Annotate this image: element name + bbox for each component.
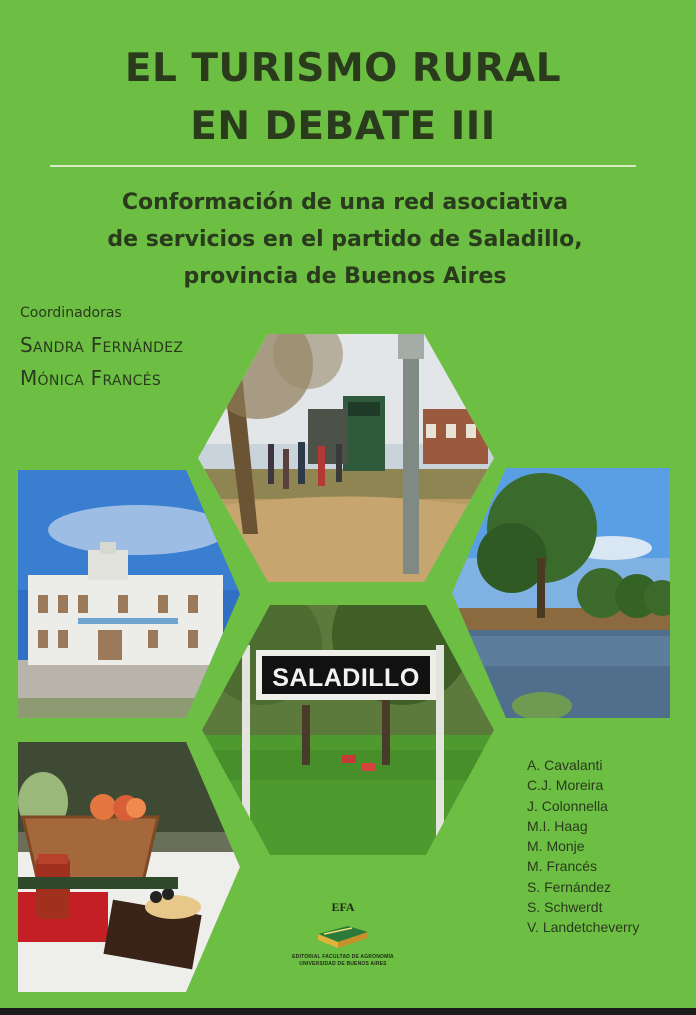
subtitle-line-3: provincia de Buenos Aires [183, 264, 507, 289]
title-line-1: EL TURISMO RURAL [124, 46, 562, 91]
subtitle-line-2: de servicios en el partido de Saladillo, [107, 227, 583, 252]
author-name: S. Schwerdt [527, 899, 603, 916]
author-name: M. Francés [527, 858, 598, 875]
train-station-photo [198, 334, 494, 582]
publisher-logo-icon [314, 920, 372, 950]
publisher-name-line-1: EDITORIAL FACULTAD DE AGRONOMÍA [292, 954, 394, 960]
book-title [0, 40, 686, 156]
author-name: J. Colonnella [527, 797, 608, 814]
subtitle-line-1: Conformación de una red asociativa [121, 190, 569, 215]
coordinator-name-2: Mónica Francés [20, 366, 162, 390]
author-name: A. Cavalanti [527, 757, 603, 773]
bottom-edge [0, 1008, 696, 1015]
publisher-block [283, 900, 403, 968]
authors-list [527, 755, 639, 938]
author-name: V. Landetcheverry [527, 919, 640, 936]
author-name: M. Monje [527, 838, 585, 855]
saladillo-sign-text: SALADILLO [272, 664, 420, 692]
coordinator-name-1: Sandra Fernández [20, 333, 184, 357]
publisher-logo-text: EFA [331, 900, 355, 914]
book-subtitle [60, 184, 630, 295]
title-divider [50, 165, 636, 167]
title-line-2: EN DEBATE III [190, 104, 496, 149]
author-name: C.J. Moreira [527, 777, 604, 794]
coordinators-label: Coordinadoras [20, 305, 122, 321]
author-name: S. Fernández [527, 878, 612, 895]
author-name: M.I. Haag [527, 817, 588, 834]
saladillo-sign-photo [202, 605, 494, 855]
food-basket-photo [18, 742, 240, 992]
publisher-name-line-2: UNIVERSIDAD DE BUENOS AIRES [299, 961, 387, 967]
